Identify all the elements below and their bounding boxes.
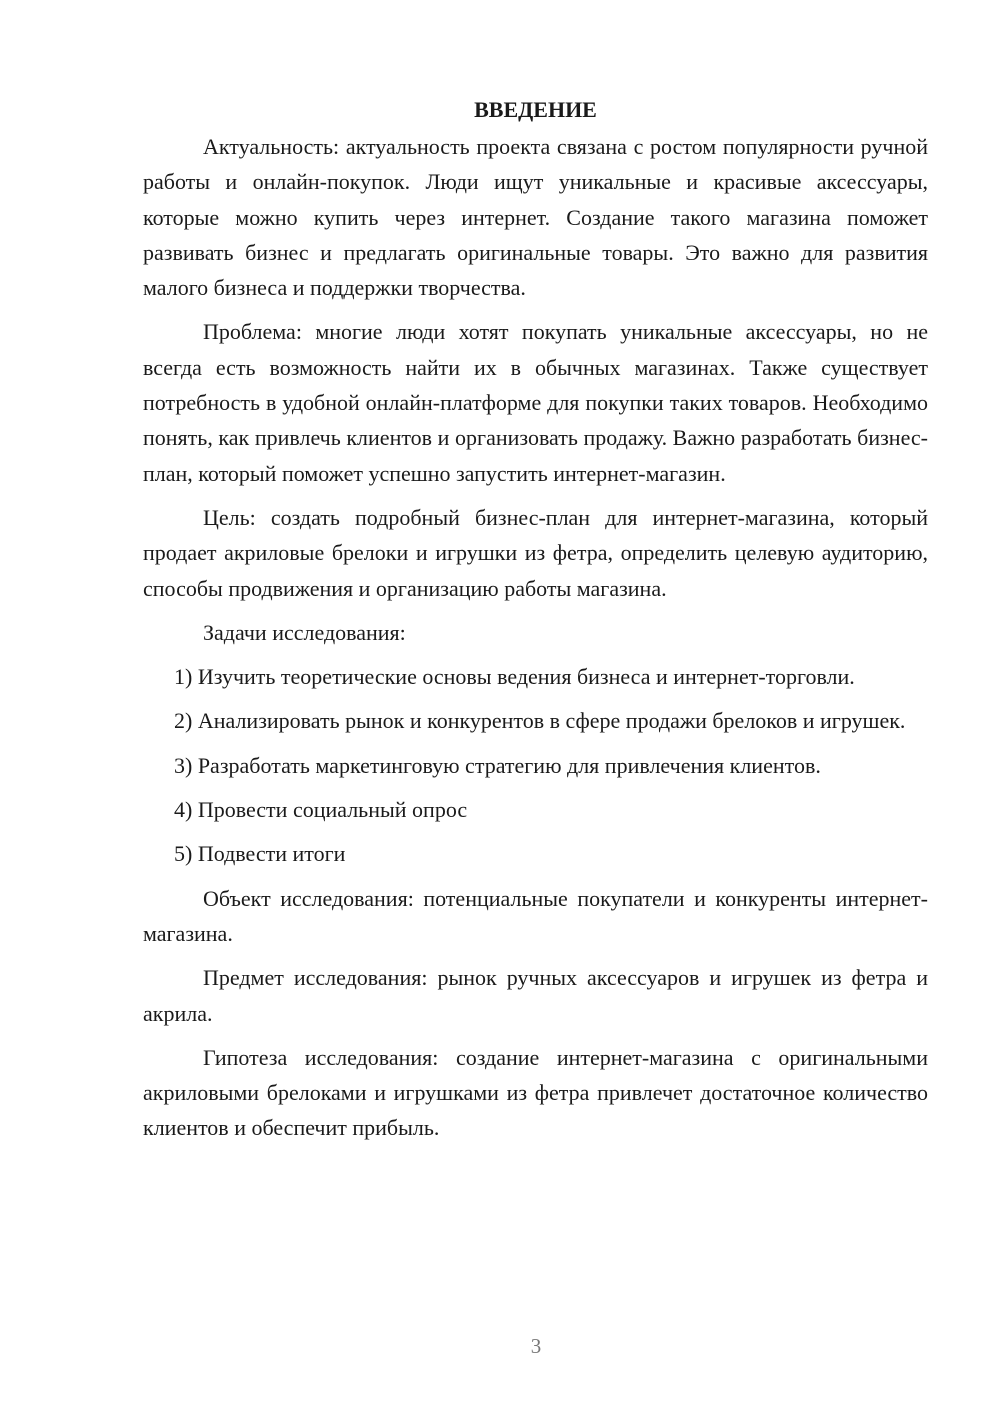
page-title: ВВЕДЕНИЕ bbox=[474, 97, 597, 122]
page-number: 3 bbox=[530, 1334, 542, 1358]
paragraph-hypothesis: Гипотеза исследования: создание интернет-магазина с оригинальными акриловыми брелоками и игрушками из фетра привлечет достаточное количество клиентов и обеспечит прибыль. bbox=[143, 1044, 928, 1141]
tasks-heading: Задачи исследования: bbox=[203, 619, 406, 645]
task-item-2: 2) Анализировать рынок и конкурентов в сфере продажи брелоков и игрушек. bbox=[174, 708, 906, 734]
paragraph-relevance: Актуальность: актуальность проекта связана с ростом популярности ручной работы и онлайн-покупок. Люди ищут уникальные и красивые аксессуары, которые можно купить через интернет. Создание такого магазина поможет развивать бизнес и предлагать оригинальные товары. Это важно для развития малого бизнеса и поддержки творчества. bbox=[143, 134, 928, 301]
task-item-4: 4) Провести социальный опрос bbox=[174, 797, 468, 823]
task-item-1: 1) Изучить теоретические основы ведения бизнеса и интернет-торговли. bbox=[174, 664, 855, 690]
paragraph-subject: Предмет исследования: рынок ручных аксессуаров и игрушек из фетра и акрила. bbox=[143, 965, 928, 1026]
task-item-3: 3) Разработать маркетинговую стратегию для привлечения клиентов. bbox=[174, 752, 821, 778]
paragraph-problem: Проблема: многие люди хотят покупать уникальные аксессуары, но не всегда есть возможность найти их в обычных магазинах. Также существует потребность в удобной онлайн-платформе для покупки таких товаров. Необходимо понять, как привлечь клиентов и организовать продажу. Важно разработать бизнес-план, который поможет успешно запустить интернет-магазин. bbox=[143, 319, 928, 486]
document-page bbox=[143, 92, 928, 1155]
task-item-5: 5) Подвести итоги bbox=[174, 841, 346, 867]
paragraph-goal: Цель: создать подробный бизнес-план для интернет-магазина, который продает акриловые брелоки и игрушки из фетра, определить целевую аудиторию, способы продвижения и организацию работы магазина. bbox=[143, 504, 928, 601]
tasks-list bbox=[143, 659, 928, 871]
paragraph-object: Объект исследования: потенциальные покупатели и конкуренты интернет-магазина. bbox=[143, 885, 928, 946]
